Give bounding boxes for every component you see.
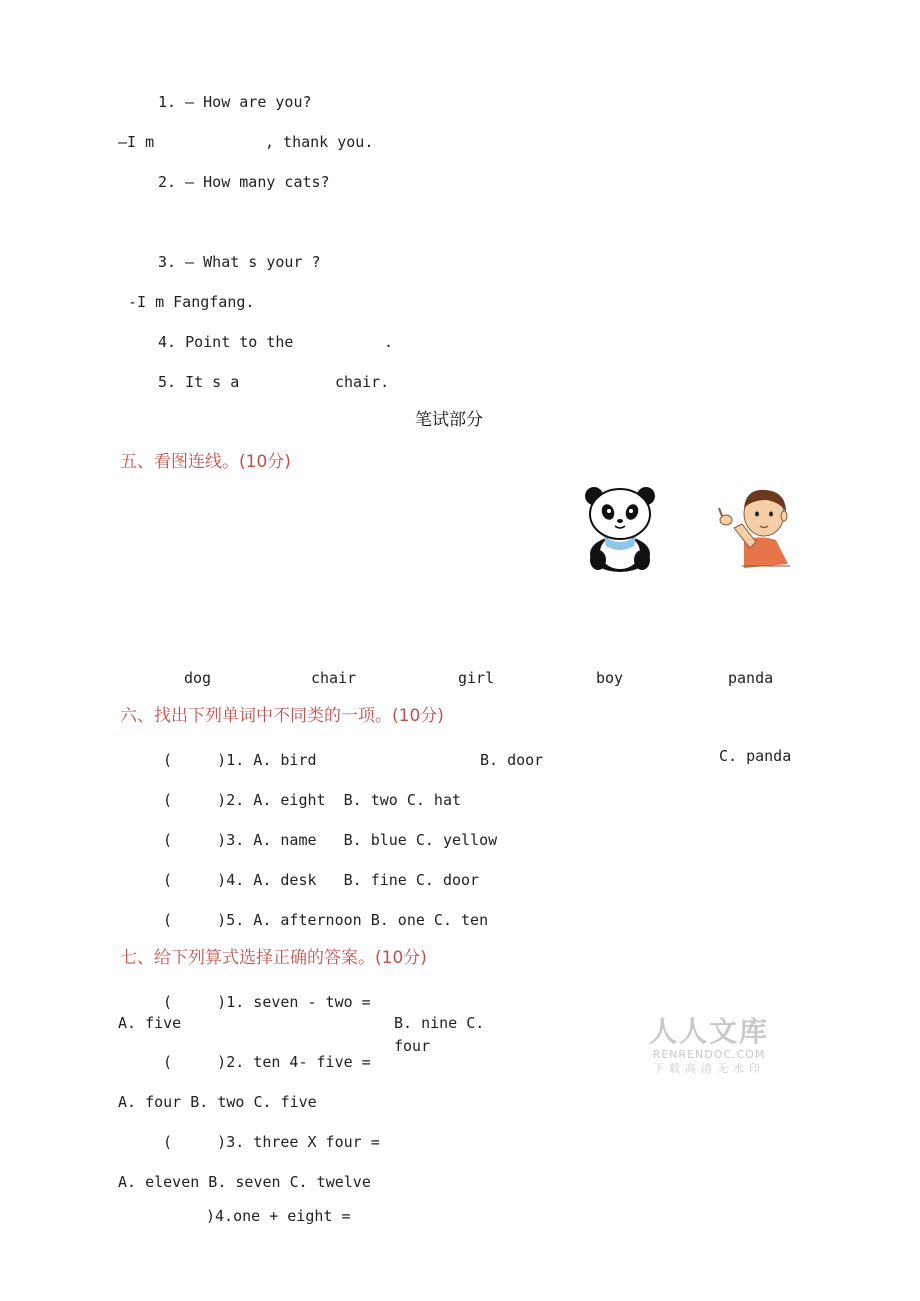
- question-1: 1. — How are you?: [158, 93, 312, 111]
- watermark: [646, 1016, 772, 1076]
- watermark-slogan: 下载高清无水印: [653, 1062, 765, 1075]
- word-girl: girl: [458, 669, 495, 687]
- section-7-question-1-option-bc: B. nine C.: [394, 1014, 485, 1032]
- section-7-question-1-option-a: A. five: [118, 1014, 182, 1032]
- boy-image: [716, 484, 792, 574]
- section-6-question-1-option-c: C. panda: [719, 747, 792, 765]
- section-7-heading: 七、给下列算式选择正确的答案。(10分): [120, 948, 427, 968]
- watermark-domain: RENRENDOC.COM: [652, 1048, 766, 1061]
- word-panda: panda: [728, 669, 774, 687]
- section-6-question-1: ( )1. A. bird: [163, 751, 317, 769]
- section-6-question-4: ( )4. A. desk B. fine C. door: [163, 871, 480, 889]
- section-6-question-3: ( )3. A. name B. blue C. yellow: [163, 831, 498, 849]
- question-5-end: chair.: [335, 373, 390, 391]
- question-3: 3. — What s your ?: [158, 253, 321, 271]
- section-7-question-3-options: A. eleven B. seven C. twelve: [118, 1173, 371, 1191]
- question-1-answer-start: —I m: [118, 133, 155, 151]
- word-chair: chair: [311, 669, 357, 687]
- section-7-question-2-options: A. four B. two C. five: [118, 1093, 317, 1111]
- section-7-question-2: ( )2. ten 4- five =: [163, 1053, 371, 1071]
- section-5-heading: 五、看图连线。(10分): [120, 452, 291, 472]
- word-dog: dog: [184, 669, 212, 687]
- question-5: 5. It s a: [158, 373, 240, 391]
- question-2: 2. — How many cats?: [158, 173, 330, 191]
- word-boy: boy: [596, 669, 624, 687]
- panda-image: [582, 484, 658, 574]
- section-6-question-2: ( )2. A. eight B. two C. hat: [163, 791, 462, 809]
- section-7-question-4: )4.one + eight =: [206, 1207, 351, 1225]
- section-7-question-1: ( )1. seven - two =: [163, 993, 371, 1011]
- section-6-question-5: ( )5. A. afternoon B. one C. ten: [163, 911, 489, 929]
- written-part-title: 笔试部分: [415, 410, 483, 430]
- question-4: 4. Point to the: [158, 333, 294, 351]
- section-6-question-1-option-b: B. door: [480, 751, 544, 769]
- watermark-title: 人人文库: [648, 1015, 769, 1048]
- section-6-heading: 六、找出下列单词中不同类的一项。(10分): [120, 706, 444, 726]
- question-1-answer-end: , thank you.: [265, 133, 374, 151]
- question-4-end: .: [384, 333, 394, 351]
- question-3-answer: -I m Fangfang.: [128, 293, 255, 311]
- section-7-question-3: ( )3. three X four =: [163, 1133, 380, 1151]
- section-7-question-1-option-c-value: four: [394, 1037, 431, 1055]
